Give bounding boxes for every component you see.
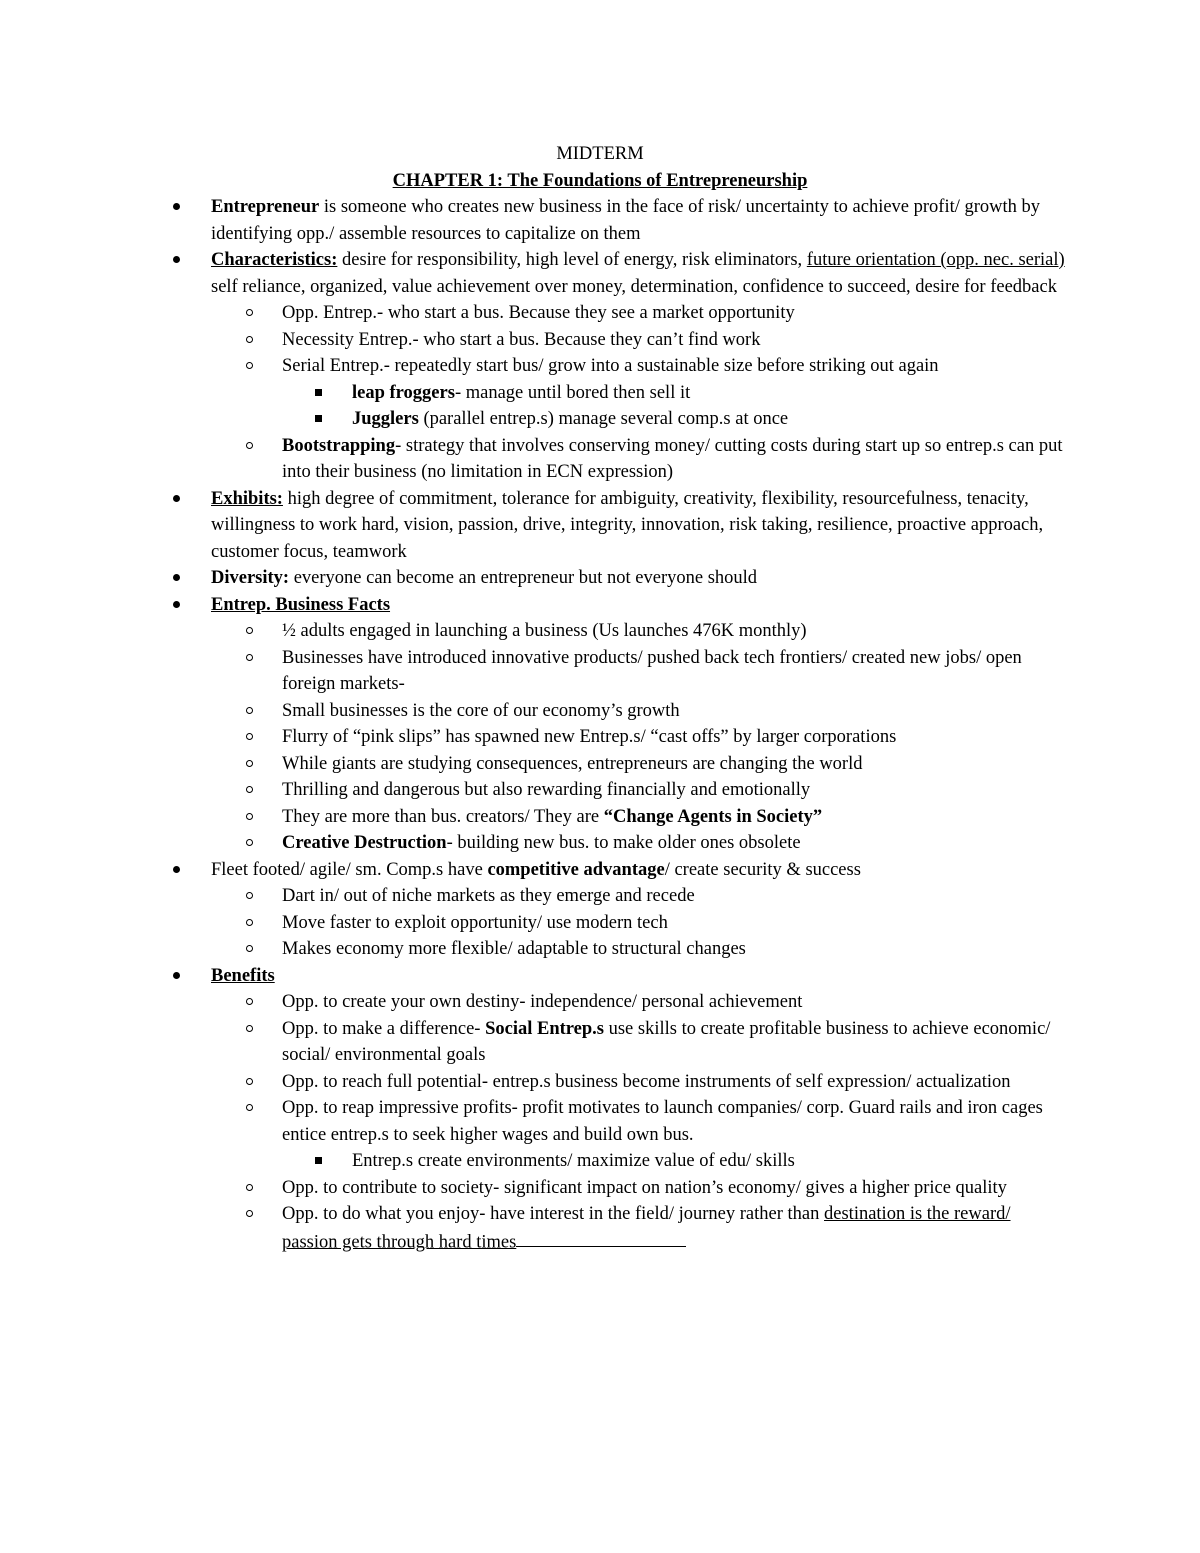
list-item-benefit-5	[0, 1175, 1200, 1202]
entrepreneur-definition: is someone who creates new business in the face of risk/ uncertainty to achieve profit/ growth by identifying opp./ assemble resources to capitalize on them	[211, 197, 1041, 244]
list-item-bootstrapping	[0, 433, 1200, 486]
bullet-circle-icon	[246, 645, 253, 672]
list-item-fact-3	[0, 698, 1200, 725]
benefit-5-text: Opp. to contribute to society- significant impact on nation’s economy/ gives a higher price quality	[282, 1177, 1007, 1198]
list-item-opp-entrep	[0, 300, 1200, 327]
opp-entrep-text: Opp. Entrep.- who start a bus. Because they see a market opportunity	[282, 303, 795, 323]
term-business-facts: Entrep. Business Facts	[211, 594, 391, 615]
fact-5-text: While giants are studying consequences, entrepreneurs are changing the world	[282, 753, 863, 774]
list-item-fact-4	[0, 724, 1200, 751]
fleet-3-text: Makes economy more flexible/ adaptable to structural changes	[282, 939, 746, 959]
list-item-fleet-1	[0, 883, 1200, 910]
term-jugglers: Jugglers	[352, 409, 419, 429]
bullet-dot-icon	[173, 857, 180, 884]
bullet-circle-icon	[246, 1095, 253, 1122]
exhibits-text: high degree of commitment, tolerance for ambiguity, creativity, flexibility, resourcefulness, tenacity, willingness to work hard, vision, passion, drive, integrity, innovation, risk taking, resilience, proactive approach, customer focus, teamwork	[211, 488, 1044, 562]
term-bootstrapping: Bootstrapping	[282, 435, 396, 456]
bullet-circle-icon	[246, 936, 253, 963]
bullet-dot-icon	[173, 592, 180, 619]
notes-body	[0, 194, 1200, 1256]
benefit-4-sub-text: Entrep.s create environments/ maximize value of edu/ skills	[352, 1151, 795, 1171]
characteristics-text-b: self reliance, organized, value achievement over money, determination, confidence to succeed, desire for feedback	[211, 276, 1057, 297]
list-item-characteristics	[0, 247, 1200, 300]
bullet-circle-icon	[246, 327, 253, 354]
list-item-benefits	[0, 963, 1200, 990]
characteristics-text-a: desire for responsibility, high level of energy, risk eliminators,	[337, 250, 807, 270]
list-item-jugglers	[0, 406, 1200, 433]
bullet-circle-icon	[246, 1175, 253, 1202]
benefit-2-text-b: use skills to create profitable business to achieve economic/ social/ environmental goals	[282, 1018, 1051, 1065]
characteristics-underlined: future orientation (opp. nec. serial)	[806, 250, 1065, 270]
bullet-circle-icon	[246, 777, 253, 804]
list-item-business-facts	[0, 592, 1200, 619]
diversity-text: everyone can become an entrepreneur but not everyone should	[289, 568, 758, 588]
benefit-6-underlined: destination is the reward/ passion gets through hard times	[282, 1204, 1011, 1252]
list-item-necessity-entrep	[0, 327, 1200, 354]
outline-list	[0, 194, 1200, 1256]
list-item-fact-2	[0, 645, 1200, 698]
list-item-exhibits	[0, 486, 1200, 566]
list-item-fact-1	[0, 618, 1200, 645]
list-item-fact-7	[0, 804, 1200, 831]
term-benefits: Benefits	[211, 965, 275, 986]
fact-2-text: Businesses have introduced innovative products/ pushed back tech frontiers/ created new jobs/ open foreign markets-	[282, 647, 1022, 694]
fleet-bold: competitive advantage	[487, 859, 665, 880]
fact-8-text: - building new bus. to make older ones obsolete	[446, 833, 801, 853]
term-leap-froggers: leap froggers	[352, 382, 455, 403]
bullet-circle-icon	[246, 698, 253, 725]
bullet-circle-icon	[246, 1069, 253, 1096]
bullet-dot-icon	[173, 194, 180, 221]
list-item-benefit-4	[0, 1095, 1200, 1148]
leap-froggers-text: - manage until bored then sell it	[454, 382, 691, 403]
term-creative-destruction: Creative Destruction	[282, 833, 447, 853]
bullet-circle-icon	[246, 1016, 253, 1043]
blank-fill-line	[516, 1228, 686, 1248]
list-item-fact-8	[0, 830, 1200, 857]
term-entrepreneur: Entrepreneur	[211, 197, 320, 217]
term-characteristics: Characteristics:	[211, 250, 338, 270]
bullet-circle-icon	[246, 618, 253, 645]
list-item-leap-froggers	[0, 380, 1200, 407]
bullet-circle-icon	[246, 883, 253, 910]
benefit-3-text: Opp. to reach full potential- entrep.s business become instruments of self expression/ actualization	[282, 1071, 1011, 1092]
bootstrapping-text: - strategy that involves conserving money/ cutting costs during start up so entrep.s can put into their business (no limitation in ECN expression)	[282, 435, 1063, 482]
bullet-circle-icon	[246, 804, 253, 831]
list-item-benefit-4-sub	[0, 1148, 1200, 1175]
serial-entrep-text: Serial Entrep.- repeatedly start bus/ grow into a sustainable size before striking out again	[282, 356, 939, 376]
bullet-circle-icon	[246, 300, 253, 327]
fact-4-text: Flurry of “pink slips” has spawned new Entrep.s/ “cast offs” by larger corporations	[282, 727, 897, 747]
bullet-dot-icon	[173, 963, 180, 990]
list-item-fact-6	[0, 777, 1200, 804]
bullet-circle-icon	[246, 989, 253, 1016]
fleet-2-text: Move faster to exploit opportunity/ use modern tech	[282, 912, 668, 933]
bullet-dot-icon	[173, 565, 180, 592]
benefit-2-bold: Social Entrep.s	[485, 1018, 604, 1039]
fleet-text-b: / create security & success	[664, 859, 861, 880]
term-exhibits: Exhibits:	[211, 488, 283, 509]
bullet-circle-icon	[246, 910, 253, 937]
fact-7-bold: “Change Agents in Society”	[603, 806, 823, 827]
bullet-dot-icon	[173, 247, 180, 274]
chapter-heading	[0, 168, 1200, 195]
benefit-6-text: Opp. to do what you enjoy- have interest in the field/ journey rather than	[282, 1204, 825, 1224]
bullet-circle-icon	[246, 1201, 253, 1228]
fact-6-text: Thrilling and dangerous but also rewarding financially and emotionally	[282, 780, 811, 800]
list-item-serial-entrep	[0, 353, 1200, 380]
list-item-fleet-3	[0, 936, 1200, 963]
bullet-circle-icon	[246, 433, 253, 460]
document-title: MIDTERM	[556, 144, 644, 164]
bullet-square-icon	[315, 380, 322, 407]
benefit-1-text: Opp. to create your own destiny- independence/ personal achievement	[282, 992, 803, 1012]
fact-7-text: They are more than bus. creators/ They are	[282, 806, 604, 827]
list-item-fleet-2	[0, 910, 1200, 937]
term-diversity: Diversity:	[211, 568, 290, 588]
necessity-entrep-text: Necessity Entrep.- who start a bus. Because they can’t find work	[282, 329, 761, 350]
bullet-circle-icon	[246, 353, 253, 380]
list-item-benefit-3	[0, 1069, 1200, 1096]
bullet-circle-icon	[246, 751, 253, 778]
fact-1-text: ½ adults engaged in launching a business (Us launches 476K monthly)	[282, 621, 807, 641]
chapter-heading-text: CHAPTER 1: The Foundations of Entrepreneurship	[392, 170, 808, 191]
list-item-benefit-2	[0, 1016, 1200, 1069]
jugglers-text: (parallel entrep.s) manage several comp.s at once	[418, 409, 789, 429]
fleet-text-a: Fleet footed/ agile/ sm. Comp.s have	[211, 859, 488, 880]
list-item-benefit-6	[0, 1201, 1200, 1256]
list-item-fleet-footed	[0, 857, 1200, 884]
benefit-2-text-a: Opp. to make a difference-	[282, 1018, 486, 1039]
list-item-benefit-1	[0, 989, 1200, 1016]
bullet-circle-icon	[246, 830, 253, 857]
bullet-circle-icon	[246, 724, 253, 751]
fleet-1-text: Dart in/ out of niche markets as they emerge and recede	[282, 886, 695, 906]
list-item-diversity	[0, 565, 1200, 592]
list-item-fact-5	[0, 751, 1200, 778]
bullet-dot-icon	[173, 486, 180, 513]
benefit-4-text: Opp. to reap impressive profits- profit motivates to launch companies/ corp. Guard rails and iron cages entice entrep.s to seek higher wages and build own bus.	[282, 1098, 1043, 1145]
fact-3-text: Small businesses is the core of our economy’s growth	[282, 700, 680, 721]
bullet-square-icon	[315, 1148, 322, 1175]
list-item-entrepreneur	[0, 194, 1200, 247]
bullet-square-icon	[315, 406, 322, 433]
